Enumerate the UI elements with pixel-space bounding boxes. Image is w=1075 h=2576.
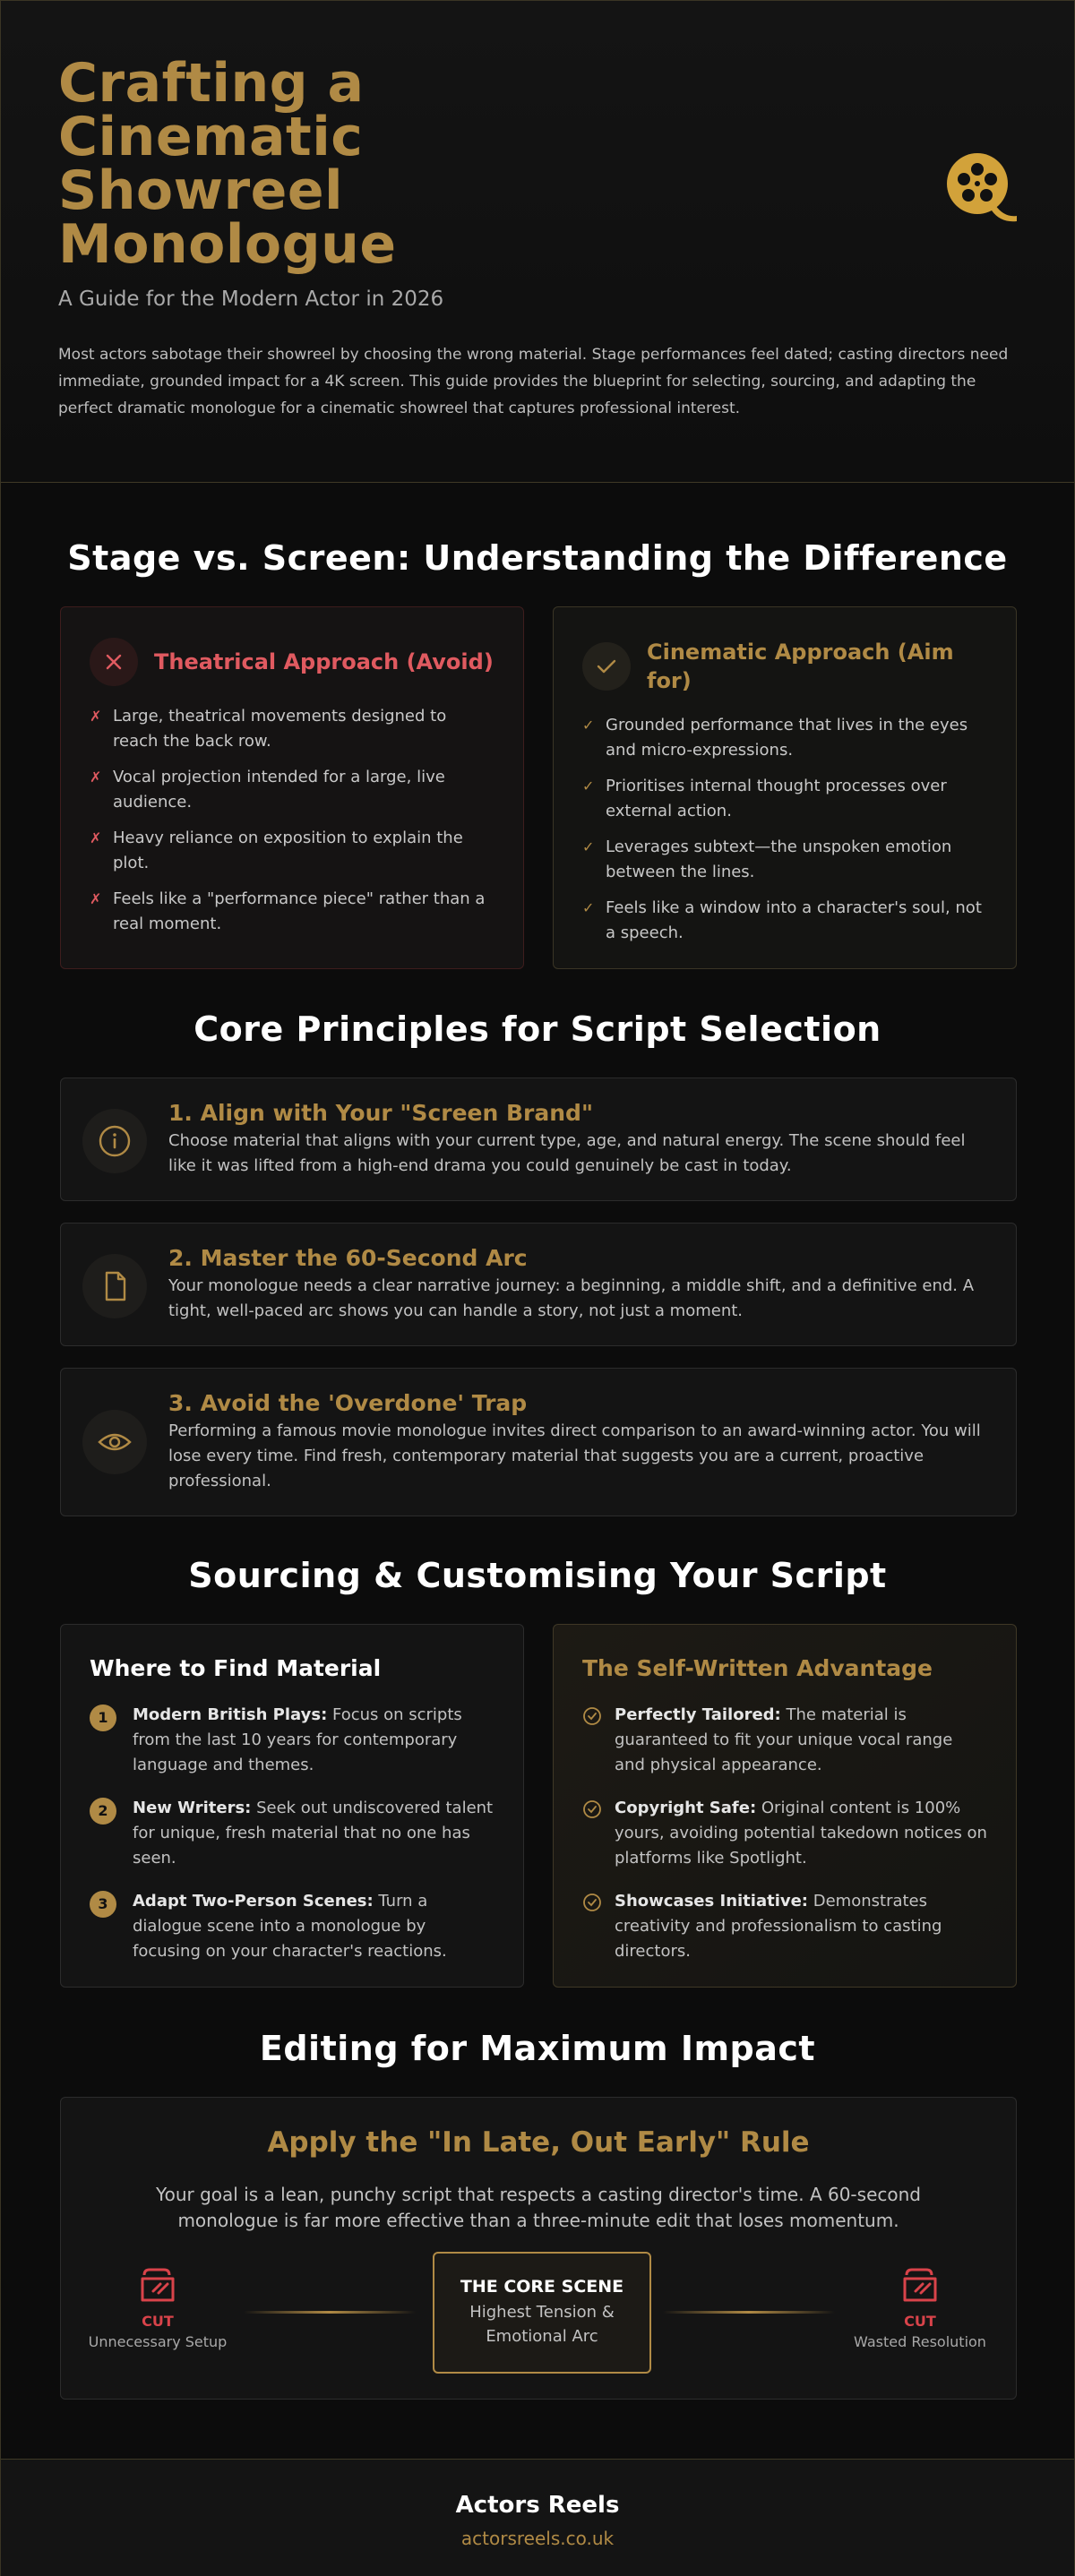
cinematic-card [553,606,1017,969]
principle-desc: Performing a famous movie monologue invites direct comparison to an award-winning actor. You will lose every time. Find fresh, contemporary material that suggests you are a current, proactive professional. [168,1421,981,1490]
hero-header [1,1,1074,483]
list-item: ✗ Feels like a "performance piece" rather than a real moment. [90,887,494,937]
rule-description: Your goal is a lean, punchy script that respects a casting director's time. A 60-second monologue is far more effective than a three-minute edit that loses momentum. [156,2184,921,2231]
editing-card [60,2097,1017,2400]
editing-title: Editing for Maximum Impact [259,2029,816,2068]
cut-resolution [830,2264,1010,2350]
list-item: ✓ Grounded performance that lives in the eyes and micro-expressions. [582,713,987,763]
page-title: Crafting a Cinematic Showreel Monologue [58,52,397,276]
core-scene-desc: Highest Tension & Emotional Arc [469,2303,615,2346]
principle-title: 2. Master the 60-Second Arc [168,1245,528,1271]
close-icon [90,638,138,686]
find-material-card [60,1624,524,1988]
cinematic-title: Cinematic Approach (Aim for) [647,640,954,693]
self-written-title: The Self-Written Advantage [582,1655,933,1681]
theatrical-list [90,704,494,937]
check-mark-icon: ✓ [582,777,595,794]
page-subtitle: A Guide for the Modern Actor in 2026 [58,288,444,311]
core-scene-box [433,2252,651,2374]
list-item: ✗ Large, theatrical movements designed to reach the back row. [90,704,494,754]
principle-title: 1. Align with Your "Screen Brand" [168,1100,593,1126]
check-circle-icon [582,1799,602,1819]
cut-desc: Wasted Resolution [854,2333,986,2350]
info-icon [82,1109,147,1173]
list-item: ✓ Feels like a window into a character's soul, not a speech. [582,896,987,946]
principle-card [60,1078,1017,1201]
step-number: 1 [90,1704,116,1731]
comparison-title: Stage vs. Screen: Understanding the Difference [67,538,1008,578]
list-item: 3 Adapt Two-Person Scenes: Turn a dialogue scene into a monologue by focusing on your character's reactions. [90,1889,494,1964]
list-item: Copyright Safe: Original content is 100% yours, avoiding potential takedown notices on platforms like Spotlight. [582,1796,987,1871]
cross-icon: ✗ [90,890,102,907]
cut-label: CUT [904,2313,936,2330]
check-mark-icon: ✓ [582,717,595,734]
principle-card [60,1368,1017,1516]
core-scene-title: THE CORE SCENE [460,2277,624,2297]
cinematic-list [582,713,987,946]
list-item: 1 Modern British Plays: Focus on scripts from the last 10 years for contemporary language and themes. [90,1703,494,1778]
scissors-cut-icon [899,2264,941,2306]
theatrical-title: Theatrical Approach (Avoid) [154,649,494,674]
step-number: 2 [90,1798,116,1825]
list-item: ✓ Leverages subtext—the unspoken emotion between the lines. [582,835,987,885]
cut-label: CUT [142,2313,174,2330]
cross-icon: ✗ [90,769,102,786]
check-mark-icon: ✓ [582,899,595,916]
principle-title: 3. Avoid the 'Overdone' Trap [168,1390,528,1416]
list-item: Showcases Initiative: Demonstrates creativity and professionalism to casting directors. [582,1889,987,1964]
list-item: ✗ Heavy reliance on exposition to explain the plot. [90,826,494,876]
cross-icon: ✗ [90,708,102,725]
check-icon [582,642,631,691]
principle-desc: Your monologue needs a clear narrative journey: a beginning, a middle shift, and a definitive end. A tight, well-paced arc shows you can handle a story, not just a moment. [168,1276,975,1320]
film-reel-icon [945,151,1017,223]
check-circle-icon [582,1706,602,1726]
principle-card [60,1223,1017,1346]
footer [1,2459,1074,2576]
rule-title: Apply the "In Late, Out Early" Rule [267,2126,810,2159]
footer-brand: Actors Reels [455,2492,620,2519]
find-material-title: Where to Find Material [90,1655,382,1681]
cut-desc: Unnecessary Setup [88,2333,228,2350]
theatrical-card [60,606,524,969]
timeline-divider [244,2311,416,2314]
eye-icon [82,1410,147,1474]
step-number: 3 [90,1891,116,1918]
footer-link[interactable]: actorsreels.co.uk [460,2528,615,2549]
check-circle-icon [582,1893,602,1912]
list-item: ✗ Vocal projection intended for a large, live audience. [90,765,494,815]
scissors-cut-icon [137,2264,178,2306]
check-mark-icon: ✓ [582,838,595,855]
timeline-divider [663,2311,835,2314]
cut-setup [68,2264,247,2350]
principle-desc: Choose material that aligns with your current type, age, and natural energy. The scene should feel like it was lifted from a high-end drama you could genuinely be cast in today. [168,1131,966,1175]
list-item: Perfectly Tailored: The material is guaranteed to fit your unique vocal range and physical appearance. [582,1703,987,1778]
principles-title: Core Principles for Script Selection [194,1009,882,1049]
intro-paragraph: Most actors sabotage their showreel by choosing the wrong material. Stage performances feel dated; casting directors need immediate, grounded impact for a 4K screen. This guide provides the blueprint for selecting, sourcing, and adapting the perfect dramatic monologue for a cinematic showreel that captures professional interest. [58,346,1009,417]
cross-icon: ✗ [90,829,102,846]
list-item: 2 New Writers: Seek out undiscovered talent for unique, fresh material that no one has seen. [90,1796,494,1871]
sourcing-title: Sourcing & Customising Your Script [188,1556,887,1595]
self-written-card [553,1624,1017,1988]
document-icon [82,1254,147,1318]
list-item: ✓ Prioritises internal thought processes over external action. [582,774,987,824]
